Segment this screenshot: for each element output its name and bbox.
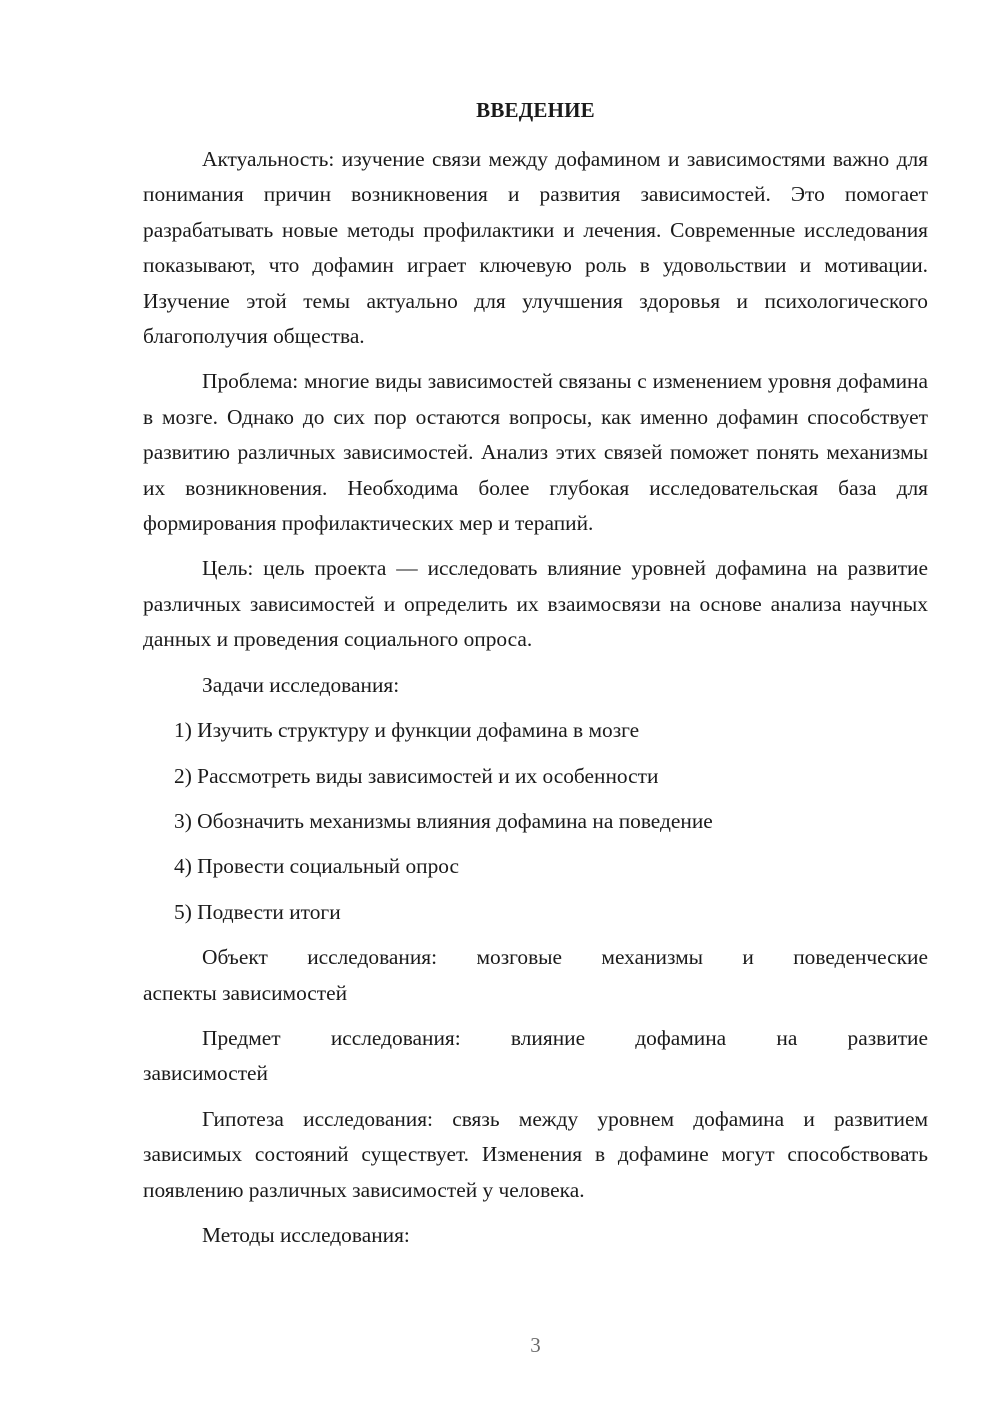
subject-line-1: Предмет исследования: влияние дофамина на развитие xyxy=(202,1025,928,1050)
object-paragraph xyxy=(143,940,928,1011)
methods-heading: Методы исследования: xyxy=(202,1222,410,1247)
subject-paragraph xyxy=(143,1021,928,1092)
task-item-1: 1) Изучить структуру и функции дофамина в мозге xyxy=(174,718,640,743)
task-item-4: 4) Провести социальный опрос xyxy=(174,854,460,879)
object-line-1: Объект исследования: мозговые механизмы и поведенческие xyxy=(202,945,928,970)
document-body xyxy=(143,142,928,1263)
goal-paragraph: Цель: цель проекта — исследовать влияние уровней дофамина на развитие различных зависимостей и определить их взаимосвязи на основе анализа научных данных и проведения социального опроса. xyxy=(143,556,928,652)
page-number: 3 xyxy=(530,1333,541,1357)
task-item-2: 2) Рассмотреть виды зависимостей и их особенности xyxy=(174,763,659,788)
task-item-3: 3) Обозначить механизмы влияния дофамина на поведение xyxy=(174,808,713,833)
page-title: ВВЕДЕНИЕ xyxy=(476,98,595,122)
problem-paragraph: Проблема: многие виды зависимостей связаны с изменением уровня дофамина в мозге. Однако до сих пор остаются вопросы, как именно дофамин способствует развитию различных зависимостей. Анализ этих связей поможет понять механизмы их возникновения. Необходима более глубокая исследовательская база для формирования профилактических мер и терапий. xyxy=(143,369,928,536)
relevance-paragraph: Актуальность: изучение связи между дофамином и зависимостями важно для понимания причин возникновения и развития зависимостей. Это помогает разрабатывать новые методы профилактики и лечения. Современные исследования показывают, что дофамин играет ключевую роль в удовольствии и мотивации. Изучение этой темы актуально для улучшения здоровья и психологического благополучия общества. xyxy=(143,147,928,349)
subject-line-2: зависимостей xyxy=(143,1061,268,1086)
task-item-5: 5) Подвести итоги xyxy=(174,899,341,924)
hypothesis-paragraph: Гипотеза исследования: связь между уровнем дофамина и развитием зависимых состояний существует. Изменения в дофамине могут способствовать появлению различных зависимостей у человека. xyxy=(143,1106,928,1202)
object-line-2: аспекты зависимостей xyxy=(143,980,348,1005)
tasks-heading: Задачи исследования: xyxy=(202,672,400,697)
